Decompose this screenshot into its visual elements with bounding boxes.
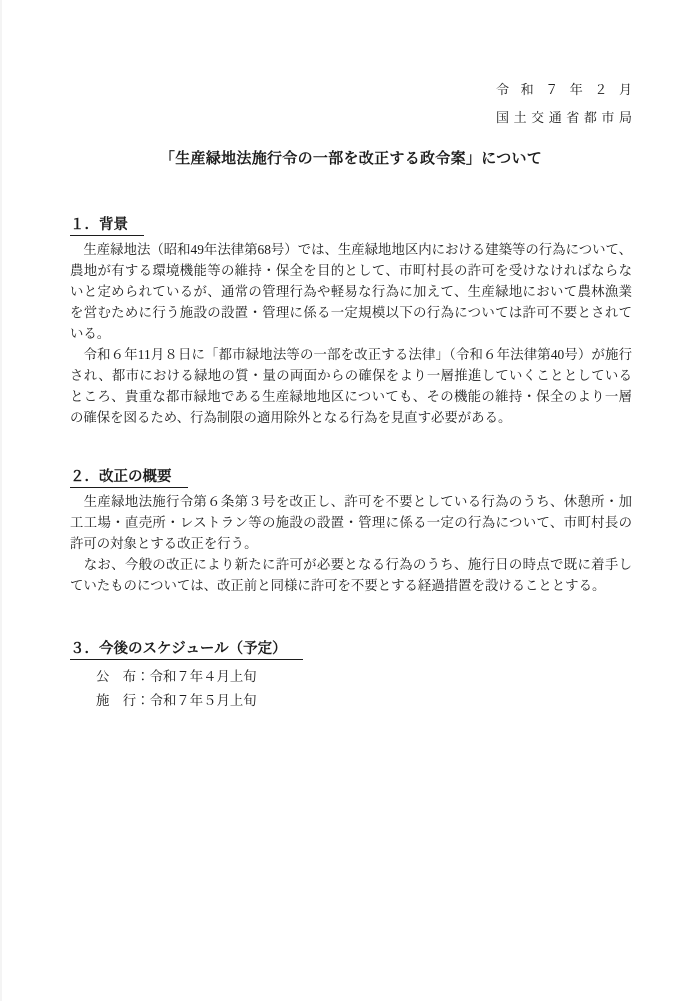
schedule-enforcement: 施 行：令和７年５月上旬 [96,693,257,708]
body-line: 工工場・直売所・レストラン等の施設の設置・管理に係る一定の行為について、市町村長の [70,515,632,530]
schedule-list [70,665,632,713]
body-line: の確保を図るため、行為制限の適用除外となる行為を見直す必要がある。 [70,410,512,425]
body-line: を営むために行う施設の設置・管理に係る一定規模以下の行為については許可不要とされて [70,305,632,320]
section-1-body [70,239,632,428]
body-line: いと定められているが、通常の管理行為や軽易な行為に加えて、生産緑地において農林漁業 [70,284,632,299]
section-3-heading-row [70,640,632,659]
section-1-heading: １．背景 [70,217,144,236]
body-line: 許可の対象とする改正を行う。 [70,536,258,551]
body-line: なお、今般の改正により新たに許可が必要となる行為のうち、施行日の時点で既に着手し [70,557,632,572]
section-schedule [70,640,632,713]
body-line: いる。 [70,326,111,341]
header-date-block [496,76,632,132]
document-header [70,76,632,132]
body-line: 農地が有する環境機能等の維持・保全を目的として、市町村長の許可を受けなければならな [70,263,632,278]
body-line: ところ、貴重な都市緑地である生産緑地地区についても、その機能の維持・保全のより一層 [70,389,632,404]
document-date: 令和７年２月 [496,82,632,97]
document-organization: 国土交通省都市局 [496,110,632,125]
body-line: され、都市における緑地の質・量の両面からの確保をより一層推進していくこととしている [70,368,632,383]
schedule-promulgation: 公 布：令和７年４月上旬 [96,669,257,684]
body-line: ていたものについては、改正前と同様に許可を不要とする経過措置を設けることとする。 [70,578,606,593]
document-title: 「生産緑地法施行令の一部を改正する政令案」について [159,150,543,167]
section-background [70,216,632,428]
section-2-body [70,491,632,596]
section-revision-overview [70,468,632,596]
body-line: 生産緑地法施行令第６条第３号を改正し、許可を不要としている行為のうち、休憩所・加 [70,494,632,509]
body-line: 令和６年11月８日に「都市緑地法等の一部を改正する法律」（令和６年法律第40号）が施行 [70,347,632,362]
section-2-heading-row [70,468,632,487]
body-line: 生産緑地法（昭和49年法律第68号）では、生産緑地地区内における建築等の行為について、 [70,242,632,257]
section-2-heading: ２．改正の概要 [70,469,188,488]
section-3-heading: ３．今後のスケジュール（予定） [70,641,303,660]
section-1-heading-row [70,216,632,235]
